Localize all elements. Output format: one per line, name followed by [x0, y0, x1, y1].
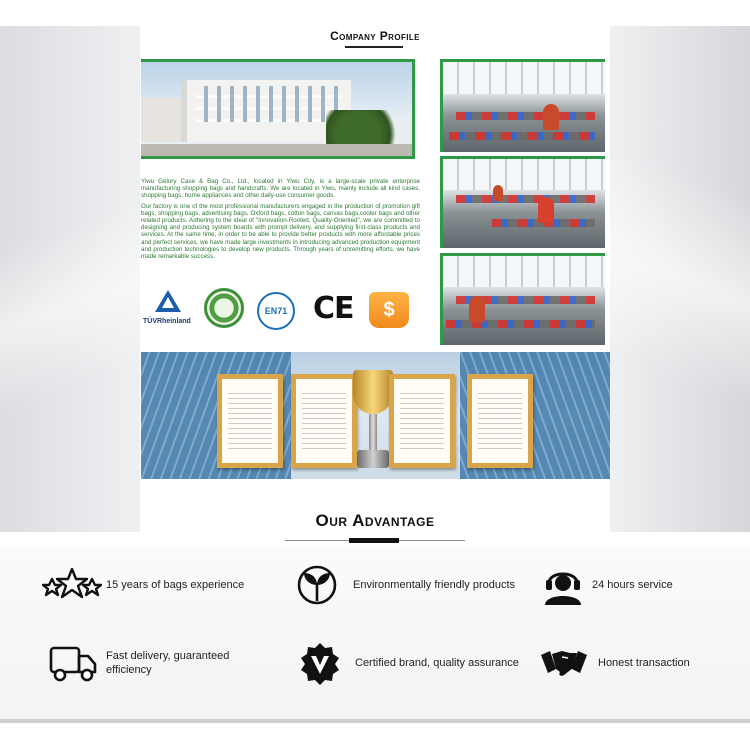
worker: [469, 296, 485, 322]
workstation-row: [456, 195, 595, 203]
certificates-banner: [141, 352, 610, 479]
title-underline: [345, 46, 403, 48]
advantage-label: 24 hours service: [592, 579, 673, 591]
leaf-icon: [295, 563, 345, 607]
intro-paragraph-1: Yiwu Gelory Case & Bag Co., Ltd., located in Yiwu City, is a large-scale private enterprise manufacturing shopping bags and handcrafts. We are located in Yiwu, mainly include all kind cases, shopping bags, home appliances and other daily-use consumer goods.: [141, 178, 420, 200]
company-intro: [141, 178, 420, 263]
advantage-label: Certified brand, quality assurance: [355, 657, 519, 669]
factory-photo-2: [440, 156, 605, 248]
eco-certification-logo: [204, 288, 244, 328]
decorative-facet-right: [610, 26, 750, 532]
factory-photo-3: [440, 253, 605, 345]
advantage-eco: [295, 563, 515, 607]
advantage-certified: [297, 641, 519, 685]
trophy-base: [357, 450, 389, 468]
company-profile-title: Company Profile: [330, 29, 420, 43]
worker: [493, 185, 503, 201]
certificate-1: [217, 374, 283, 468]
bottom-divider: [0, 719, 750, 723]
workstation-row: [456, 112, 595, 120]
advantage-label: Honest transaction: [598, 657, 690, 669]
our-advantage-title: Our Advantage: [315, 511, 435, 530]
worker: [538, 197, 554, 223]
advantage-label: Environmentally friendly products: [353, 579, 516, 591]
tuv-logo: [143, 288, 191, 332]
advantage-service: [540, 563, 673, 607]
advantage-label: Fast delivery, guaranteed efficiency: [106, 650, 230, 676]
certificate-4: [467, 374, 533, 468]
certificate-3: [389, 374, 455, 468]
building-photo: [141, 59, 415, 159]
ground: [141, 144, 415, 159]
stars-icon: [42, 563, 92, 607]
advantage-label: 15 years of bags experience: [106, 579, 245, 591]
handshake-icon: [540, 641, 590, 685]
tuv-logo-text: TÜVRheinland: [143, 318, 191, 325]
tuv-triangle-icon: [155, 290, 181, 312]
en71-logo: EN71: [257, 292, 295, 330]
factory-photo-1: [440, 59, 605, 152]
trophy-cup: [353, 370, 393, 414]
advantage-delivery: [48, 641, 256, 685]
building-side: [141, 98, 185, 142]
headset-icon: [540, 563, 590, 607]
shopping-bag-icon: $: [369, 292, 409, 328]
workstation-row: [449, 132, 595, 140]
advantage-experience: [42, 563, 244, 607]
decorative-facet-left: [0, 26, 140, 532]
worker: [543, 104, 559, 130]
advantage-honest: [540, 641, 690, 685]
title-accent-bar: [349, 538, 399, 543]
badge-v-icon: [297, 641, 347, 685]
truck-icon: [48, 641, 98, 685]
trophy-stem: [369, 414, 377, 450]
ce-mark: CE: [313, 291, 354, 326]
intro-paragraph-2: Our factory is one of the most professional manufacturers engaged in the production of promotion gift bags, shopping bags, advertising bags, Oxford bags, cotton bags, canvas bags,cooler bags and other related products. Adhering to the ideal of "Innovation-Rooted, Quality-Oriented", we are committed to designing and producing system boards with prompt delivery, and supplying first-class products and services. At the same time, in order to be able to provide better products with more affordable prices and perfect services, we have made large investments in introducing advanced production equipment and production technologies to develop new products. Through years of unremitting efforts, we have made remarkable success.: [141, 202, 420, 261]
